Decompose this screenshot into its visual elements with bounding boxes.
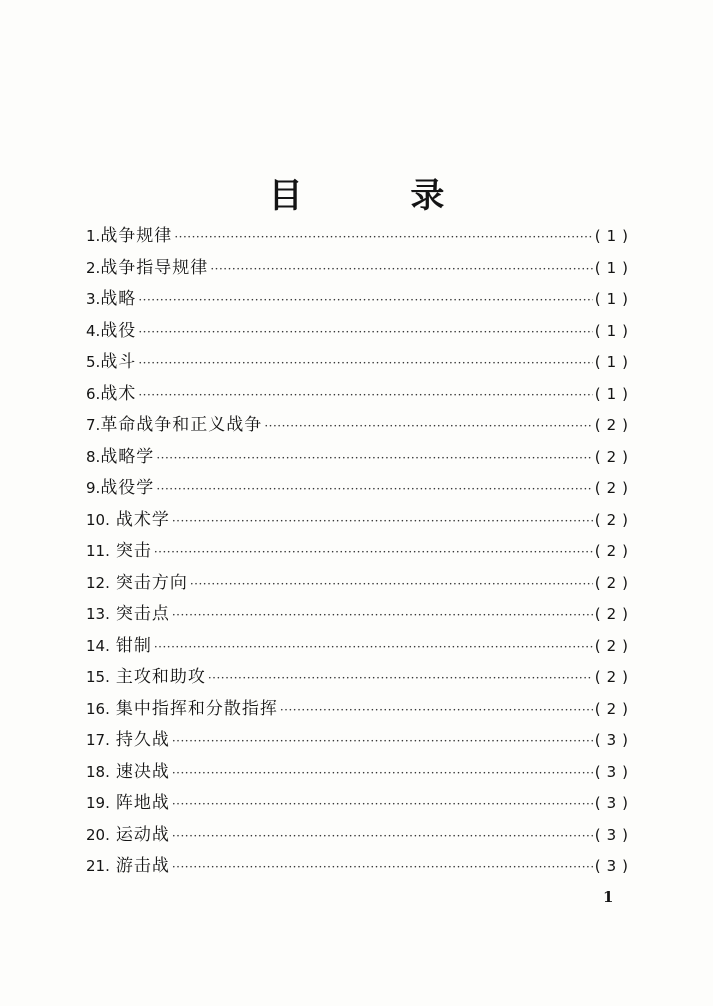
toc-entry-page: (1) [594,290,634,308]
toc-entry [86,253,634,285]
toc-entry-label: 持久战 [115,730,170,750]
toc-entry-label: 突击 [115,541,152,561]
toc-dot-leader [174,222,592,254]
toc-entry-page: (2) [594,668,634,686]
toc-entry-number: 2. [86,258,101,277]
toc-dot-leader [138,348,592,380]
toc-entry-page: (2) [594,699,634,718]
toc-entry-number: 4. [86,321,101,340]
toc-entry-number: 8. [86,447,101,466]
toc-dot-leader [156,474,592,506]
toc-dot-leader [172,726,593,758]
toc-entry [86,851,634,883]
toc-dot-leader [172,600,593,632]
toc-entry-label: 战术 [100,383,137,404]
page-number: 1 [603,888,614,906]
toc-entry-number: 19. [86,794,110,812]
toc-entry-label: 速决战 [115,761,170,782]
toc-entry [86,599,634,631]
toc-entry-number: 3. [86,290,101,308]
table-of-contents [86,221,634,883]
toc-entry [86,725,634,757]
toc-entry-label: 战术学 [115,509,170,530]
toc-entry-page: (3) [594,762,634,781]
toc-entry-label: 突击点 [115,604,170,624]
toc-dot-leader [138,317,592,349]
toc-dot-leader [154,537,593,569]
toc-entry [86,221,634,253]
toc-entry-page: (3) [594,794,634,812]
toc-dot-leader [172,789,593,821]
toc-entry-label: 战略学 [100,446,155,467]
toc-dot-leader [172,852,593,884]
toc-entry-label: 战斗 [100,352,137,372]
toc-entry [86,631,634,663]
toc-entry-number: 20. [86,825,110,844]
toc-entry [86,473,634,505]
toc-dot-leader [138,285,592,317]
toc-entry-page: (2) [594,605,634,623]
toc-entry-page: (3) [594,825,634,844]
toc-entry-page: (3) [594,857,634,875]
toc-entry-number: 6. [86,384,101,403]
toc-entry [86,442,634,474]
toc-entry-number: 21. [86,857,110,875]
toc-entry [86,568,634,600]
toc-entry-label: 战役学 [100,478,155,498]
toc-entry [86,410,634,442]
toc-entry-number: 13. [86,605,110,623]
toc-dot-leader [280,695,593,727]
toc-entry-page: (2) [594,416,634,434]
toc-entry-label: 突击方向 [115,572,188,593]
toc-entry [86,788,634,820]
toc-entry [86,820,634,852]
toc-entry-label: 战役 [100,320,137,341]
toc-entry-label: 运动战 [115,824,170,845]
toc-entry-number: 10. [86,510,110,529]
toc-dot-leader [172,758,593,790]
toc-entry-label: 阵地战 [115,793,170,813]
toc-entry [86,536,634,568]
toc-entry-page: (1) [594,384,634,403]
toc-entry-number: 16. [86,699,110,718]
toc-entry-label: 钳制 [115,635,152,656]
toc-entry-number: 12. [86,573,110,592]
toc-dot-leader [172,821,593,853]
toc-entry-number: 11. [86,542,110,560]
toc-entry [86,662,634,694]
toc-entry [86,379,634,411]
toc-entry [86,316,634,348]
toc-entry-number: 9. [86,479,101,497]
toc-dot-leader [138,380,592,412]
toc-entry-label: 战争指导规律 [100,257,209,278]
toc-entry-label: 战略 [100,289,137,309]
toc-entry [86,757,634,789]
toc-entry-number: 17. [86,731,110,749]
toc-entry-number: 15. [86,668,110,686]
toc-entry [86,505,634,537]
toc-dot-leader [190,569,593,601]
toc-entry-page: (1) [594,321,634,340]
toc-entry-number: 1. [86,227,101,245]
toc-entry-page: (2) [594,542,634,560]
toc-entry-label: 主攻和助攻 [115,667,206,687]
toc-entry-page: (1) [594,353,634,371]
page-title: 目 录 [268,176,493,216]
toc-entry-label: 游击战 [115,856,170,876]
toc-entry-page: (3) [594,731,634,749]
toc-entry [86,347,634,379]
toc-entry-page: (2) [594,636,634,655]
toc-entry-page: (2) [594,573,634,592]
toc-dot-leader [154,632,593,664]
toc-dot-leader [210,254,592,286]
toc-dot-leader [172,506,593,538]
toc-dot-leader [156,443,592,475]
toc-entry-number: 18. [86,762,110,781]
toc-entry [86,284,634,316]
toc-entry-label: 革命战争和正义战争 [100,415,263,435]
toc-entry-page: (1) [594,258,634,277]
toc-entry-number: 7. [86,416,101,434]
toc-entry-number: 14. [86,636,110,655]
toc-entry-number: 5. [86,353,101,371]
toc-entry [86,694,634,726]
toc-entry-label: 集中指挥和分散指挥 [115,698,278,719]
toc-entry-page: (2) [594,447,634,466]
toc-dot-leader [264,411,592,443]
toc-entry-page: (2) [594,510,634,529]
toc-dot-leader [208,663,593,695]
toc-entry-label: 战争规律 [100,226,173,246]
toc-entry-page: (2) [594,479,634,497]
toc-entry-page: (1) [594,227,634,245]
